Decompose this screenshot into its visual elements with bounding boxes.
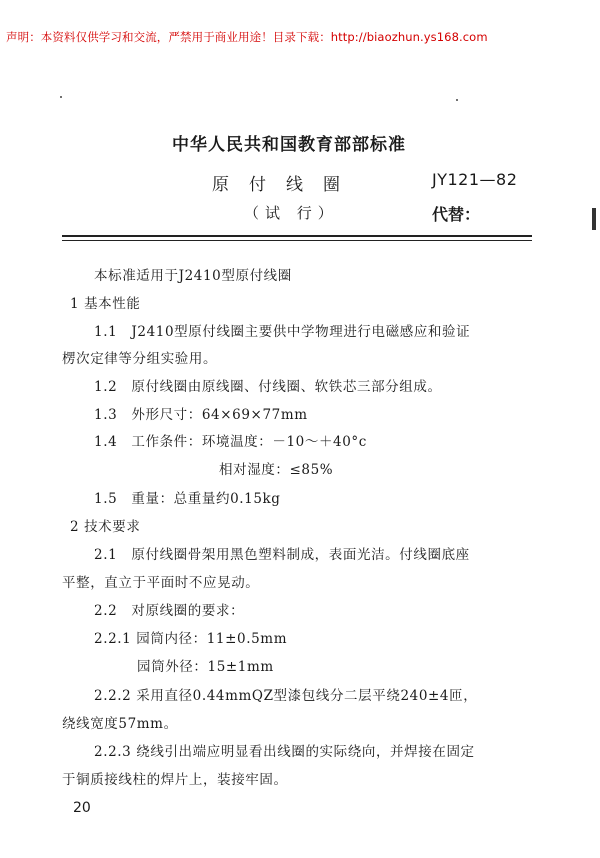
clause-2-2: 2.2 对原线圈的要求： xyxy=(94,603,245,619)
section-1-heading: 1 基本性能 xyxy=(70,296,141,312)
clause-2-2-2-cont: 绕线宽度57mm。 xyxy=(62,716,178,732)
scan-edge-mark xyxy=(592,208,596,230)
page-number: 20 xyxy=(73,800,91,816)
standard-status: （试 行） xyxy=(244,204,339,222)
issuing-organization: 中华人民共和国教育部部标准 xyxy=(172,135,406,155)
section-2-heading: 2 技术要求 xyxy=(70,519,141,535)
standard-title: 原付线圈 xyxy=(212,175,360,195)
clause-2-2-1: 2.2.1 园筒内径：11±0.5mm xyxy=(94,631,288,647)
clause-2-1: 2.1 原付线圈骨架用黑色塑料制成，表面光洁。付线圈底座 xyxy=(94,547,470,563)
clause-1-1: 1.1 J2410型原付线圈主要供中学物理进行电磁感应和验证 xyxy=(94,324,471,340)
clause-1-4-humidity: 相对湿度：≤85% xyxy=(219,462,334,478)
replaces-label: 代替： xyxy=(432,205,481,224)
clause-1-4: 1.4 工作条件：环境温度：－10～＋40°c xyxy=(94,434,367,450)
clause-2-2-3: 2.2.3 绕线引出端应明显看出线圈的实际绕向，并焊接在固定 xyxy=(94,744,475,760)
copyright-notice: 声明：本资料仅供学习和交流，严禁用于商业用途！目录下载：http://biaozhun.ys168.com xyxy=(6,30,488,44)
standard-code: JY121—82 xyxy=(432,170,518,189)
clause-2-1-cont: 平整，直立于平面时不应晃动。 xyxy=(62,575,260,591)
clause-2-2-3-cont: 于铜质接线柱的焊片上，装接牢固。 xyxy=(62,772,288,788)
clause-2-2-1-outer: 园筒外径：15±1mm xyxy=(137,659,274,675)
scan-speck xyxy=(60,96,62,98)
header-rule-thin xyxy=(62,240,532,241)
clause-1-5: 1.5 重量：总重量约0.15kg xyxy=(94,491,281,507)
clause-1-1-cont: 楞次定律等分组实验用。 xyxy=(62,351,218,367)
header-rule-thick xyxy=(62,235,532,237)
scan-speck xyxy=(456,99,458,101)
clause-1-3: 1.3 外形尺寸：64×69×77mm xyxy=(94,407,308,423)
clause-1-2: 1.2 原付线圈由原线圈、付线圈、软铁芯三部分组成。 xyxy=(94,379,442,395)
scope-statement: 本标准适用于J2410型原付线圈 xyxy=(94,268,292,284)
clause-2-2-2: 2.2.2 采用直径0.44mmQZ型漆包线分二层平绕240±4匝， xyxy=(94,688,478,704)
